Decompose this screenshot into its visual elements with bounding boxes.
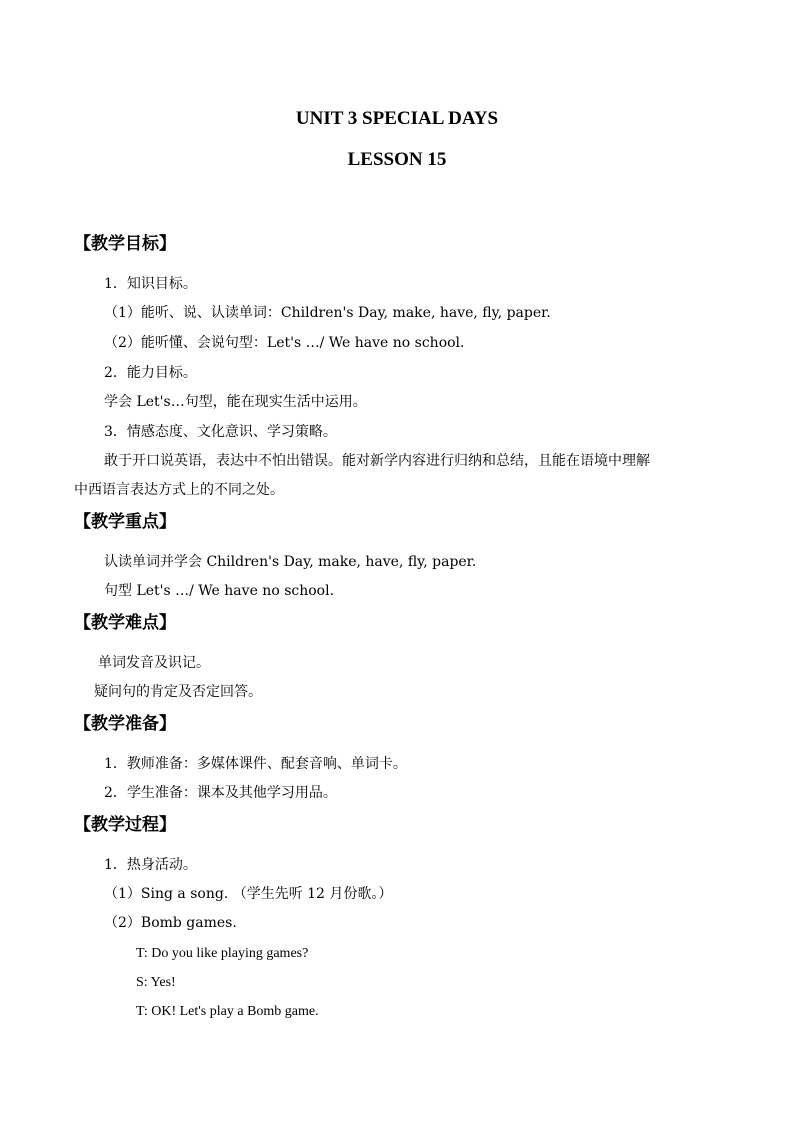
section-heading-key-points: 【教学重点】	[74, 512, 176, 532]
objective-line: 3．情感态度、文化意识、学习策略。	[104, 424, 337, 440]
dialogue-line: T: Do you like playing games?	[136, 946, 309, 961]
objective-line: （2）能听懂、会说句型：Let's …/ We have no school.	[104, 335, 465, 351]
unit-title: UNIT 3 SPECIAL DAYS	[295, 108, 499, 129]
process-line: 1．热身活动。	[104, 857, 197, 873]
preparation-line: 1．教师准备：多媒体课件、配套音响、单词卡。	[104, 756, 407, 772]
key-point-line: 句型 Let's …/ We have no school.	[104, 583, 335, 599]
section-heading-process: 【教学过程】	[74, 815, 176, 835]
dialogue-line: T: OK! Let's play a Bomb game.	[136, 1004, 319, 1019]
dialogue-line: S: Yes!	[136, 975, 176, 990]
difficulty-line: 疑问句的肯定及否定回答。	[94, 684, 262, 700]
process-line: （2）Bomb games.	[104, 915, 237, 931]
objective-line: 1．知识目标。	[104, 276, 197, 292]
preparation-line: 2．学生准备：课本及其他学习用品。	[104, 785, 337, 801]
objective-line: 敢于开口说英语，表达中不怕出错误。能对新学内容进行归纳和总结，且能在语境中理解	[104, 453, 650, 469]
lesson-title: LESSON 15	[347, 149, 447, 170]
section-heading-preparation: 【教学准备】	[74, 714, 176, 734]
section-heading-objectives: 【教学目标】	[74, 234, 176, 254]
objective-line: 2．能力目标。	[104, 365, 197, 381]
objective-line: （1）能听、说、认读单词：Children's Day, make, have, fly, paper.	[104, 305, 551, 321]
key-point-line: 认读单词并学会 Children's Day, make, have, fly, paper.	[104, 554, 477, 570]
objective-line: 中西语言表达方式上的不同之处。	[74, 482, 284, 498]
section-heading-difficulties: 【教学难点】	[74, 613, 176, 633]
process-line: （1）Sing a song. （学生先听 12 月份歌。）	[104, 886, 393, 902]
objective-line: 学会 Let's…句型，能在现实生活中运用。	[104, 394, 367, 410]
difficulty-line: 单词发音及识记。	[98, 655, 210, 671]
